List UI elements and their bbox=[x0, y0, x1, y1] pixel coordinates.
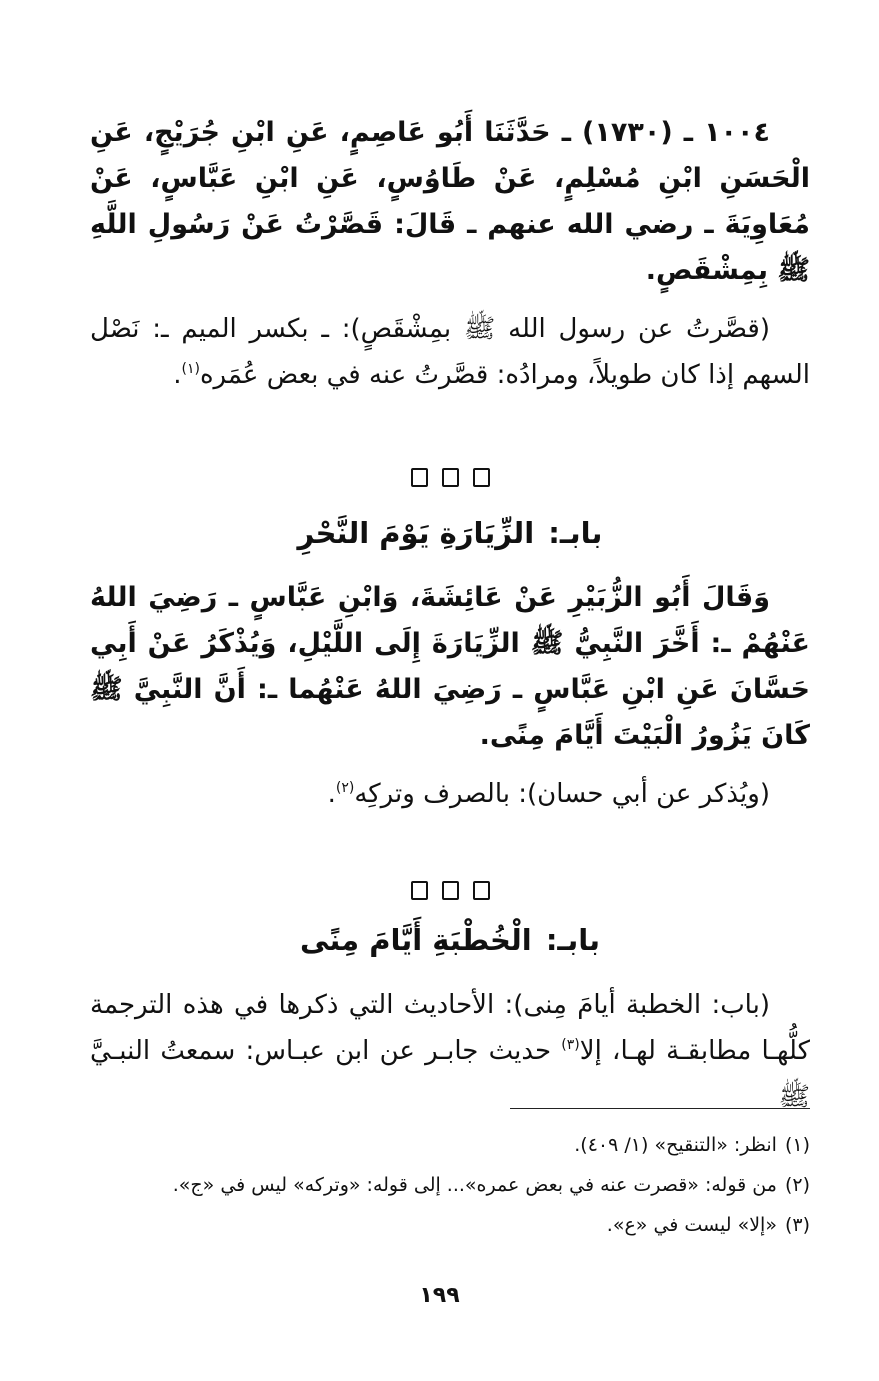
chapter-title: الْخُطْبَةِ أَيَّامَ مِنًى bbox=[300, 923, 532, 957]
chapter-heading-khutba bbox=[90, 920, 810, 960]
square-ornament-icon bbox=[411, 881, 428, 900]
footnote-3 bbox=[90, 1205, 810, 1245]
chapter-ziyara-commentary bbox=[90, 771, 810, 817]
footnote-ref-2[interactable]: (٢) bbox=[335, 780, 355, 796]
commentary-text: (قصَّرتُ عن رسول الله ﷺ بمِشْقَصٍ): ـ بكسر الميم ـ: نَصْل السهم إذا كان طويلاً، ومرادُه: قصَّرتُ عنه في بعض عُمَره bbox=[90, 314, 810, 390]
footnote-text: «إلا» ليست في «ع». bbox=[606, 1214, 777, 1236]
page-number: ١٩٩ bbox=[419, 1283, 460, 1308]
commentary-text: (باب: الخطبة أيامَ مِنى): الأحاديث التي ذكرها في هذه الترجمة كلُّهـا مطابقـة لهـا، إلا bbox=[90, 990, 810, 1066]
section-separator-1 bbox=[90, 468, 810, 487]
hadith-1004-text: ١٠٠٤ ـ (١٧٣٠) ـ حَدَّثَنَا أَبُو عَاصِمٍ، عَنِ ابْنِ جُرَيْجٍ، عَنِ الْحَسَنِ ابْنِ مُسْلِمٍ، عَنْ طَاوُسٍ، عَنِ ابْنِ عَبَّاسٍ، عَنْ مُعَاوِيَةَ ـ رضي الله عنهم ـ قَالَ: قَصَّرْتُ عَنْ رَسُولِ اللَّهِ ﷺ بِمِشْقَصٍ. bbox=[90, 117, 810, 286]
footnote-text: من قوله: «قصرت عنه في بعض عمره»... إلى قوله: «وتركه» ليس في «ج». bbox=[172, 1174, 777, 1196]
footnote-ref-3[interactable]: (٣) bbox=[561, 1037, 580, 1053]
commentary-end: . bbox=[327, 779, 336, 809]
chapter-ziyara-matn bbox=[90, 575, 810, 759]
footnote-divider bbox=[510, 1108, 810, 1109]
footnote-ref-1[interactable]: (١) bbox=[181, 361, 200, 377]
chapter-label: بابـ: bbox=[545, 923, 600, 957]
commentary-text: (ويُذكر عن أبي حسان): بالصرف وتركِه bbox=[354, 779, 770, 809]
square-ornament-icon bbox=[473, 881, 490, 900]
commentary-end: . bbox=[173, 360, 182, 390]
footnote-number: (١) bbox=[784, 1134, 810, 1156]
chapter-heading-ziyara bbox=[90, 513, 810, 553]
hadith-1004-matn bbox=[90, 110, 810, 294]
square-ornament-icon bbox=[411, 468, 428, 487]
commentary-continuation: حديث جابـر عن ابن عبـاس: سمعتُ النبـيَّ ﷺ bbox=[90, 1036, 810, 1112]
hadith-1004-commentary bbox=[90, 306, 810, 398]
square-ornament-icon bbox=[442, 881, 459, 900]
footnote-number: (٢) bbox=[784, 1174, 810, 1196]
footnote-1 bbox=[90, 1125, 810, 1165]
chapter-khutba-commentary bbox=[90, 982, 810, 1120]
footnote-2 bbox=[90, 1165, 810, 1205]
footnotes-section bbox=[90, 1108, 810, 1245]
chapter-ziyara-text: وَقَالَ أَبُو الزُّبَيْرِ عَنْ عَائِشَةَ، وَابْنِ عَبَّاسٍ ـ رَضِيَ اللهُ عَنْهُمْ ـ: أَخَّرَ النَّبِيُّ ﷺ الزِّيَارَةَ إِلَى اللَّيْلِ، وَيُذْكَرُ عَنْ أَبِي حَسَّانَ عَنِ ابْنِ عَبَّاسٍ ـ رَضِيَ اللهُ عَنْهُما ـ: أَنَّ النَّبِيَّ ﷺ كَانَ يَزُورُ الْبَيْتَ أَيَّامَ مِنًى. bbox=[90, 582, 810, 751]
page-body bbox=[90, 110, 810, 1120]
square-ornament-icon bbox=[473, 468, 490, 487]
section-separator-2 bbox=[90, 881, 810, 900]
chapter-title: الزِّيَارَةِ يَوْمَ النَّحْرِ bbox=[297, 516, 535, 550]
chapter-label: بابـ: bbox=[548, 516, 603, 550]
footnote-text: انظر: «التنقيح» (١/ ٤٠٩). bbox=[574, 1134, 777, 1156]
footnote-number: (٣) bbox=[784, 1214, 810, 1236]
square-ornament-icon bbox=[442, 468, 459, 487]
